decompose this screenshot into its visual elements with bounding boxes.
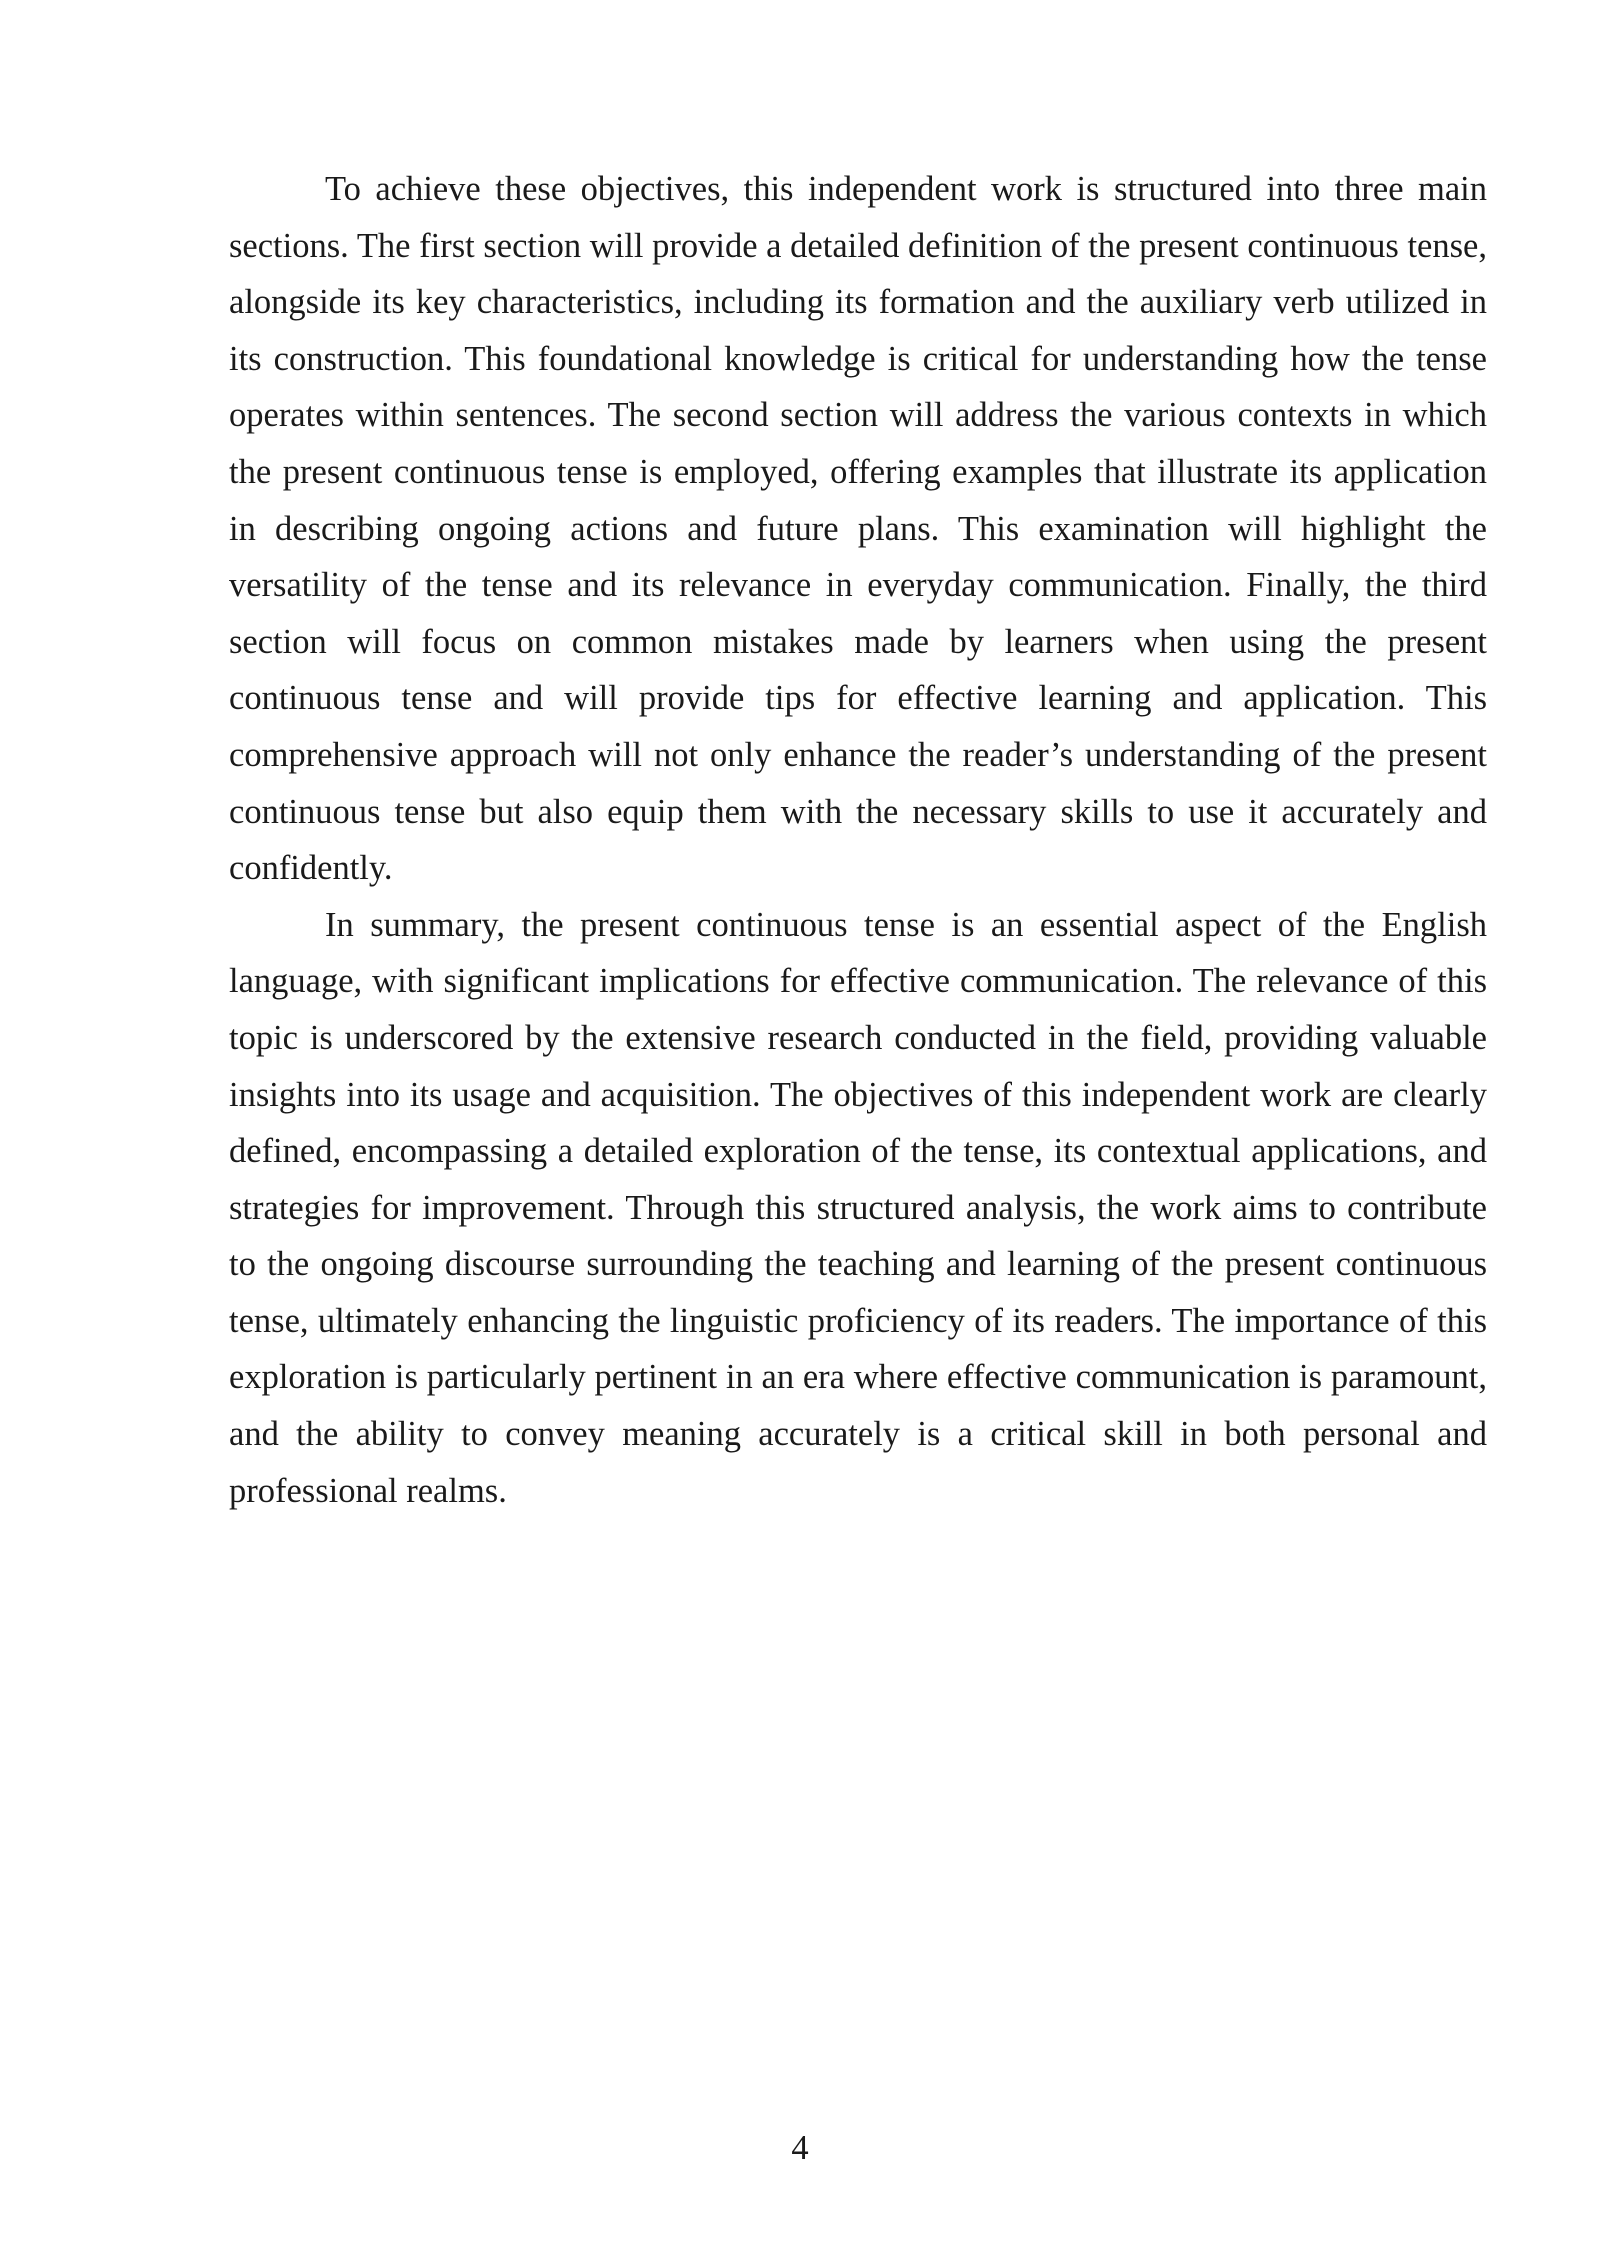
paragraph-objectives-structure: To achieve these objectives, this independent work is structured into three main sections. The first section will provide a detailed definition of the present continuous tense, alongside its key characteristics, including its formation and the auxiliary verb utilized in its construction. This foundational knowledge is critical for understanding how the tense operates within sentences. The second section will address the various contexts in which the present continuous tense is employed, offering examples that illustrate its application in describing ongoing actions and future plans. This examination will highlight the versatility of the tense and its relevance in everyday communication. Finally, the third section will focus on common mistakes made by learners when using the present continuous tense and will provide tips for effective learning and application. This comprehensive approach will not only enhance the reader’s understanding of the present continuous tense but also equip them with the necessary skills to use it accurately and confidently. (229, 170, 1487, 888)
page-number: 4 (791, 2129, 809, 2167)
document-body (229, 161, 1487, 1519)
paragraph-summary: In summary, the present continuous tense is an essential aspect of the English language, with significant implications for effective communication. The relevance of this topic is underscored by the extensive research conducted in the field, providing valuable insights into its usage and acquisition. The objectives of this independent work are clearly defined, encompassing a detailed exploration of the tense, its contextual applications, and strategies for improvement. Through this structured analysis, the work aims to contribute to the ongoing discourse surrounding the teaching and learning of the present continuous tense, ultimately enhancing the linguistic proficiency of its readers. The importance of this exploration is particularly pertinent in an era where effective communication is paramount, and the ability to convey meaning accurately is a critical skill in both personal and professional realms. (229, 905, 1487, 1510)
